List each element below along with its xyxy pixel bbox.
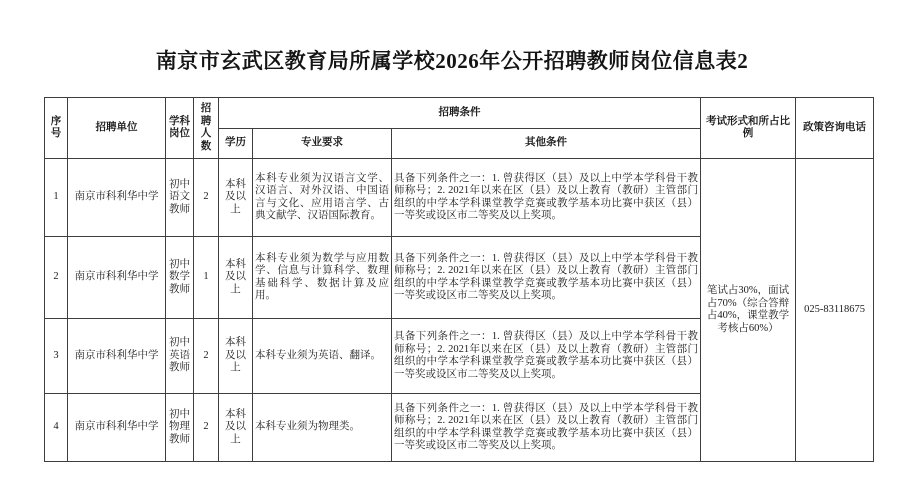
unit-cell: 南京市科利华中学 <box>68 159 166 237</box>
header-subject-post: 学科岗位 <box>166 98 194 159</box>
major-requirement-cell: 本科专业须为汉语言文学、汉语言、对外汉语、中国语言与文化、应用语言学、古典文献学、汉语国际教育。 <box>253 159 392 237</box>
recruit-count-cell: 1 <box>194 237 219 319</box>
unit-cell: 南京市科利华中学 <box>68 237 166 319</box>
major-requirement-cell: 本科专业须为英语、翻译。 <box>253 319 392 394</box>
header-education: 学历 <box>219 129 253 159</box>
table-header <box>45 98 874 159</box>
exam-form-cell: 笔试占30%，面试占70%（综合答辩占40%，课堂教学考核占60%） <box>701 159 796 462</box>
other-conditions-cell: 具备下列条件之一：1. 曾获得区（县）及以上中学本学科骨干教师称号；2. 2021年以来在区（县）及以上教育（教研）主管部门组织的中学本学科课堂教学竞赛或教学基本功比赛中获区（县）一等奖或设区市二等奖及以上奖项。 <box>392 319 701 394</box>
header-unit: 招聘单位 <box>68 98 166 159</box>
serial-cell: 3 <box>45 319 68 394</box>
header-recruit-count: 招聘人数 <box>194 98 219 159</box>
serial-cell: 1 <box>45 159 68 237</box>
header-major-requirement: 专业要求 <box>253 129 392 159</box>
header-recruit-conditions: 招聘条件 <box>219 98 701 129</box>
unit-cell: 南京市科利华中学 <box>68 319 166 394</box>
table-body <box>45 159 874 462</box>
policy-phone-cell: 025-83118675 <box>796 159 874 462</box>
unit-cell: 南京市科利华中学 <box>68 394 166 462</box>
recruit-count-cell: 2 <box>194 159 219 237</box>
recruit-count-cell: 2 <box>194 319 219 394</box>
subject-post-cell: 初中数学教师 <box>166 237 194 319</box>
education-cell: 本科及以上 <box>219 394 253 462</box>
header-row-top <box>45 98 874 129</box>
page-title: 南京市玄武区教育局所属学校2026年公开招聘教师岗位信息表2 <box>155 49 749 73</box>
subject-post-cell: 初中英语教师 <box>166 319 194 394</box>
other-conditions-cell: 具备下列条件之一：1. 曾获得区（县）及以上中学本学科骨干教师称号；2. 2021年以来在区（县）及以上教育（教研）主管部门组织的中学本学科课堂教学竞赛或教学基本功比赛中获区（县）一等奖或设区市二等奖及以上奖项。 <box>392 237 701 319</box>
table-row <box>45 159 874 237</box>
major-requirement-cell: 本科专业须为数学与应用数学、信息与计算科学、数理基础科学、数据计算及应用。 <box>253 237 392 319</box>
header-other-conditions: 其他条件 <box>392 129 701 159</box>
other-conditions-cell: 具备下列条件之一：1. 曾获得区（县）及以上中学本学科骨干教师称号；2. 2021年以来在区（县）及以上教育（教研）主管部门组织的中学本学科课堂教学竞赛或教学基本功比赛中获区（县）一等奖或设区市二等奖及以上奖项。 <box>392 394 701 462</box>
header-policy-phone: 政策咨询电话 <box>796 98 874 159</box>
recruit-count-cell: 2 <box>194 394 219 462</box>
education-cell: 本科及以上 <box>219 159 253 237</box>
major-requirement-cell: 本科专业须为物理类。 <box>253 394 392 462</box>
serial-cell: 4 <box>45 394 68 462</box>
recruitment-table <box>44 97 874 462</box>
serial-cell: 2 <box>45 237 68 319</box>
other-conditions-cell: 具备下列条件之一：1. 曾获得区（县）及以上中学本学科骨干教师称号；2. 2021年以来在区（县）及以上教育（教研）主管部门组织的中学本学科课堂教学竞赛或教学基本功比赛中获区（县）一等奖或设区市二等奖及以上奖项。 <box>392 159 701 237</box>
subject-post-cell: 初中语文教师 <box>166 159 194 237</box>
header-exam-form: 考试形式和所占比例 <box>701 98 796 159</box>
education-cell: 本科及以上 <box>219 319 253 394</box>
subject-post-cell: 初中物理教师 <box>166 394 194 462</box>
education-cell: 本科及以上 <box>219 237 253 319</box>
header-serial: 序号 <box>45 98 68 159</box>
